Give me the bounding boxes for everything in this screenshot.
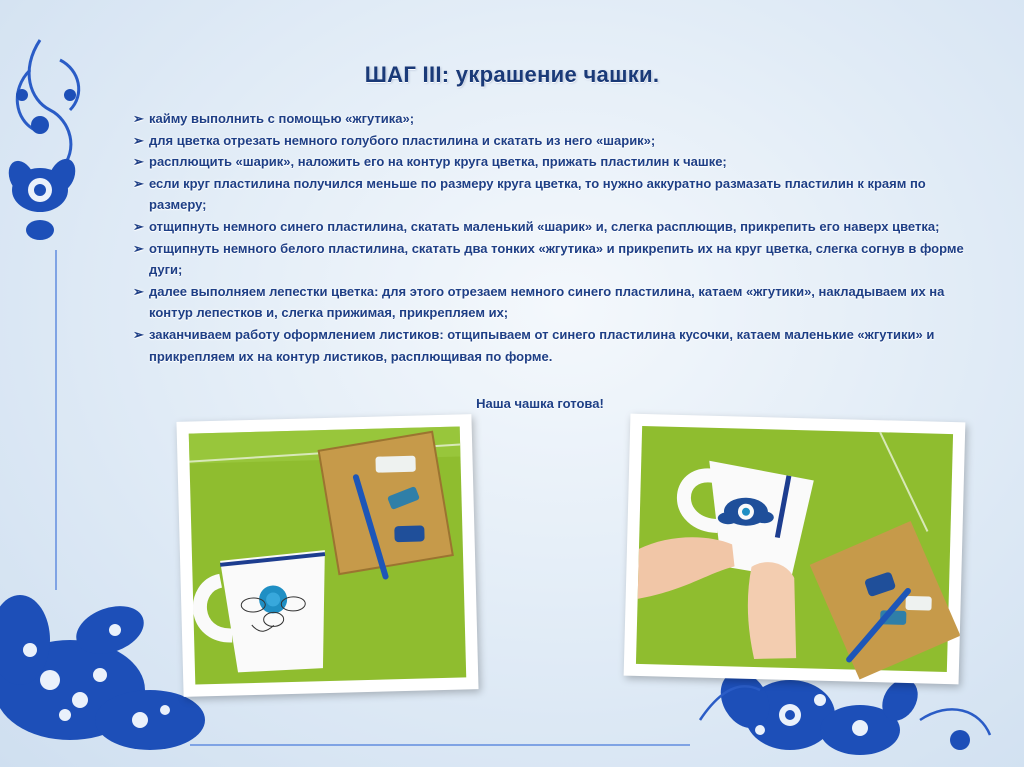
step-item (133, 151, 983, 173)
slide-title: ШАГ III: украшение чашки. (364, 62, 660, 87)
step-text: заканчиваем работу оформлением листиков: отщипываем от синего пластилина кусочки, катаем маленькие «жгутики» и прикрепляем их на контур листиков, расплющивая по форме. (149, 326, 935, 364)
step-item (133, 108, 983, 130)
arrowhead-bullet-icon: ➢ (133, 175, 144, 191)
photo-step-progress (176, 414, 478, 697)
step-item (133, 216, 983, 238)
step-item (133, 281, 983, 324)
arrowhead-bullet-icon: ➢ (133, 283, 144, 299)
step-text: кайму выполнить с помощью «жгутика»; (149, 111, 415, 126)
photo-finished-cup (624, 414, 966, 685)
step-text: если круг пластилина получился меньше по размеру круга цветка, то нужно аккуратно размазать пластилин к краям по размеру; (149, 175, 926, 213)
step-text: расплющить «шарик», наложить его на контур круга цветка, прижать пластилин к чашке; (149, 154, 727, 170)
step-text: отщипнуть немного синего пластилина, скатать маленький «шарик» и, слегка расплющив, прикрепить его наверх цветка; (149, 218, 940, 234)
arrowhead-bullet-icon: ➢ (133, 132, 144, 148)
arrowhead-bullet-icon: ➢ (133, 240, 144, 256)
step-text: далее выполняем лепестки цветка: для этого отрезаем немного синего пластилина, катаем «жгутики», накладываем их на контур лепестков и, слегка прижимая, прикрепляем их; (149, 283, 945, 321)
step-item (133, 130, 983, 152)
arrowhead-bullet-icon: ➢ (133, 111, 144, 126)
step-text: отщипнуть немного белого пластилина, скатать два тонких «жгутика» и прикрепить их на круг цветка, слегка согнув в форме дуги; (149, 240, 964, 278)
step-text: для цветка отрезать немного голубого пластилина и скатать из него «шарик»; (149, 132, 656, 148)
arrowhead-bullet-icon: ➢ (133, 154, 144, 170)
arrowhead-bullet-icon: ➢ (133, 218, 144, 234)
steps-list (133, 108, 983, 367)
step-item (133, 173, 983, 216)
finished-caption: Наша чашка готова! (476, 396, 604, 411)
step-item (133, 238, 983, 281)
arrowhead-bullet-icon: ➢ (133, 326, 144, 342)
step-item (133, 324, 983, 367)
